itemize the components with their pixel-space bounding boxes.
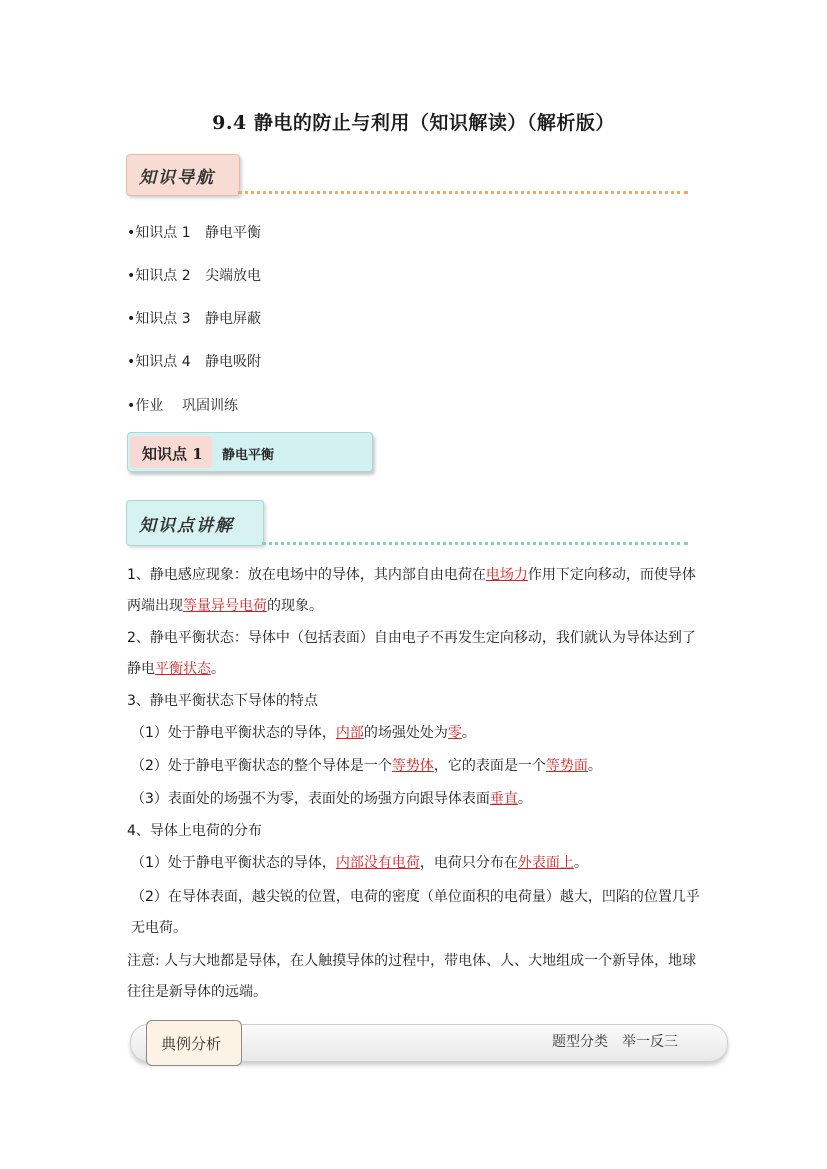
text: （2）处于静电平衡状态的整个导体是一个 xyxy=(131,758,392,774)
knowledge-point-tag xyxy=(130,436,212,468)
toc-item-number: •作业 xyxy=(127,398,164,414)
key-term: 平衡状态 xyxy=(155,661,211,677)
text: 。 xyxy=(517,791,532,807)
key-term: 等势体 xyxy=(391,758,434,774)
paragraph-equilibrium-state xyxy=(127,623,707,685)
paragraph-induction xyxy=(127,560,707,622)
toc-item-number: •知识点 4 xyxy=(127,354,191,370)
text: 2、静电平衡状态：导体中（包括表面）自由电子不再发生定向移动，我们就认为导体达到了静电 xyxy=(127,630,696,677)
list-item: （2）在导体表面，越尖锐的位置，电荷的密度（单位面积的电荷量）越大，凹陷的位置几乎无电荷。 xyxy=(131,889,700,936)
toc-item[interactable] xyxy=(127,265,261,285)
toc-item-label: 巩固训练 xyxy=(182,398,238,414)
text: 的场强处处为 xyxy=(363,725,448,741)
section-heading: 4、导体上电荷的分布 xyxy=(127,823,262,839)
key-term: 零 xyxy=(447,725,462,741)
text: （3）表面处的场强不为零，表面处的场强方向跟导体表面 xyxy=(131,791,490,807)
text: 的现象。 xyxy=(267,598,323,614)
toc-item-label: 静电平衡 xyxy=(205,225,261,241)
list-item xyxy=(131,784,711,815)
text: 。 xyxy=(573,855,588,871)
text: 作用下定向移动，而使导体两端出现 xyxy=(127,567,696,614)
toc-item[interactable] xyxy=(127,222,261,242)
example-analysis-tag xyxy=(146,1020,242,1066)
toc-item[interactable] xyxy=(127,351,261,371)
text: 。 xyxy=(461,725,476,741)
toc-item-number: •知识点 2 xyxy=(127,268,191,284)
list-item xyxy=(131,848,711,879)
page-title: 9.4 静电的防止与利用（知识解读）（解析版） xyxy=(212,112,615,134)
dotted-divider xyxy=(262,542,688,545)
text: 。 xyxy=(211,661,225,677)
toc-item-number: •知识点 1 xyxy=(127,225,191,241)
text: 1、静电感应现象：放在电场中的导体，其内部自由电荷在 xyxy=(127,567,486,583)
text: 。 xyxy=(587,758,602,774)
toc-item-label: 尖端放电 xyxy=(205,268,261,284)
key-term: 垂直 xyxy=(489,791,518,807)
knowledge-nav-banner xyxy=(126,154,240,196)
text: （1）处于静电平衡状态的导体， xyxy=(131,725,336,741)
knowledge-point-title: 静电平衡 xyxy=(222,448,275,463)
example-analysis-label: 典例分析 xyxy=(161,1035,222,1053)
key-term: 外表面上 xyxy=(517,855,574,871)
text: （1）处于静电平衡状态的导体， xyxy=(131,855,336,871)
key-term: 内部 xyxy=(335,725,364,741)
text: ，它的表面是一个 xyxy=(433,758,546,774)
text: ，电荷只分布在 xyxy=(419,855,518,871)
explanation-banner xyxy=(126,500,264,546)
knowledge-point-tag-label: 知识点 1 xyxy=(142,445,203,463)
key-term: 内部没有电荷 xyxy=(335,855,420,871)
list-item xyxy=(131,718,711,749)
toc-item-label: 静电屏蔽 xyxy=(205,311,261,327)
toc-item-number: •知识点 3 xyxy=(127,311,191,327)
dotted-divider xyxy=(238,191,688,194)
key-term: 等量异号电荷 xyxy=(183,598,267,614)
toc-item[interactable] xyxy=(127,308,261,328)
knowledge-nav-label: 知识导航 xyxy=(139,168,215,188)
explanation-banner-label: 知识点讲解 xyxy=(139,516,234,536)
section-heading: 3、静电平衡状态下导体的特点 xyxy=(127,693,318,709)
key-term: 电场力 xyxy=(485,567,528,583)
toc-item-label: 静电吸附 xyxy=(205,354,261,370)
list-item xyxy=(131,751,711,782)
key-term: 等势面 xyxy=(545,758,588,774)
note-paragraph: 注意: 人与大地都是导体，在人触摸导体的过程中，带电体、人、大地组成一个新导体，地球往往是新导体的远端。 xyxy=(127,953,697,1000)
example-analysis-subtitle: 题型分类 举一反三 xyxy=(552,1034,678,1050)
toc-item[interactable] xyxy=(127,395,238,415)
knowledge-point-banner xyxy=(127,432,373,472)
